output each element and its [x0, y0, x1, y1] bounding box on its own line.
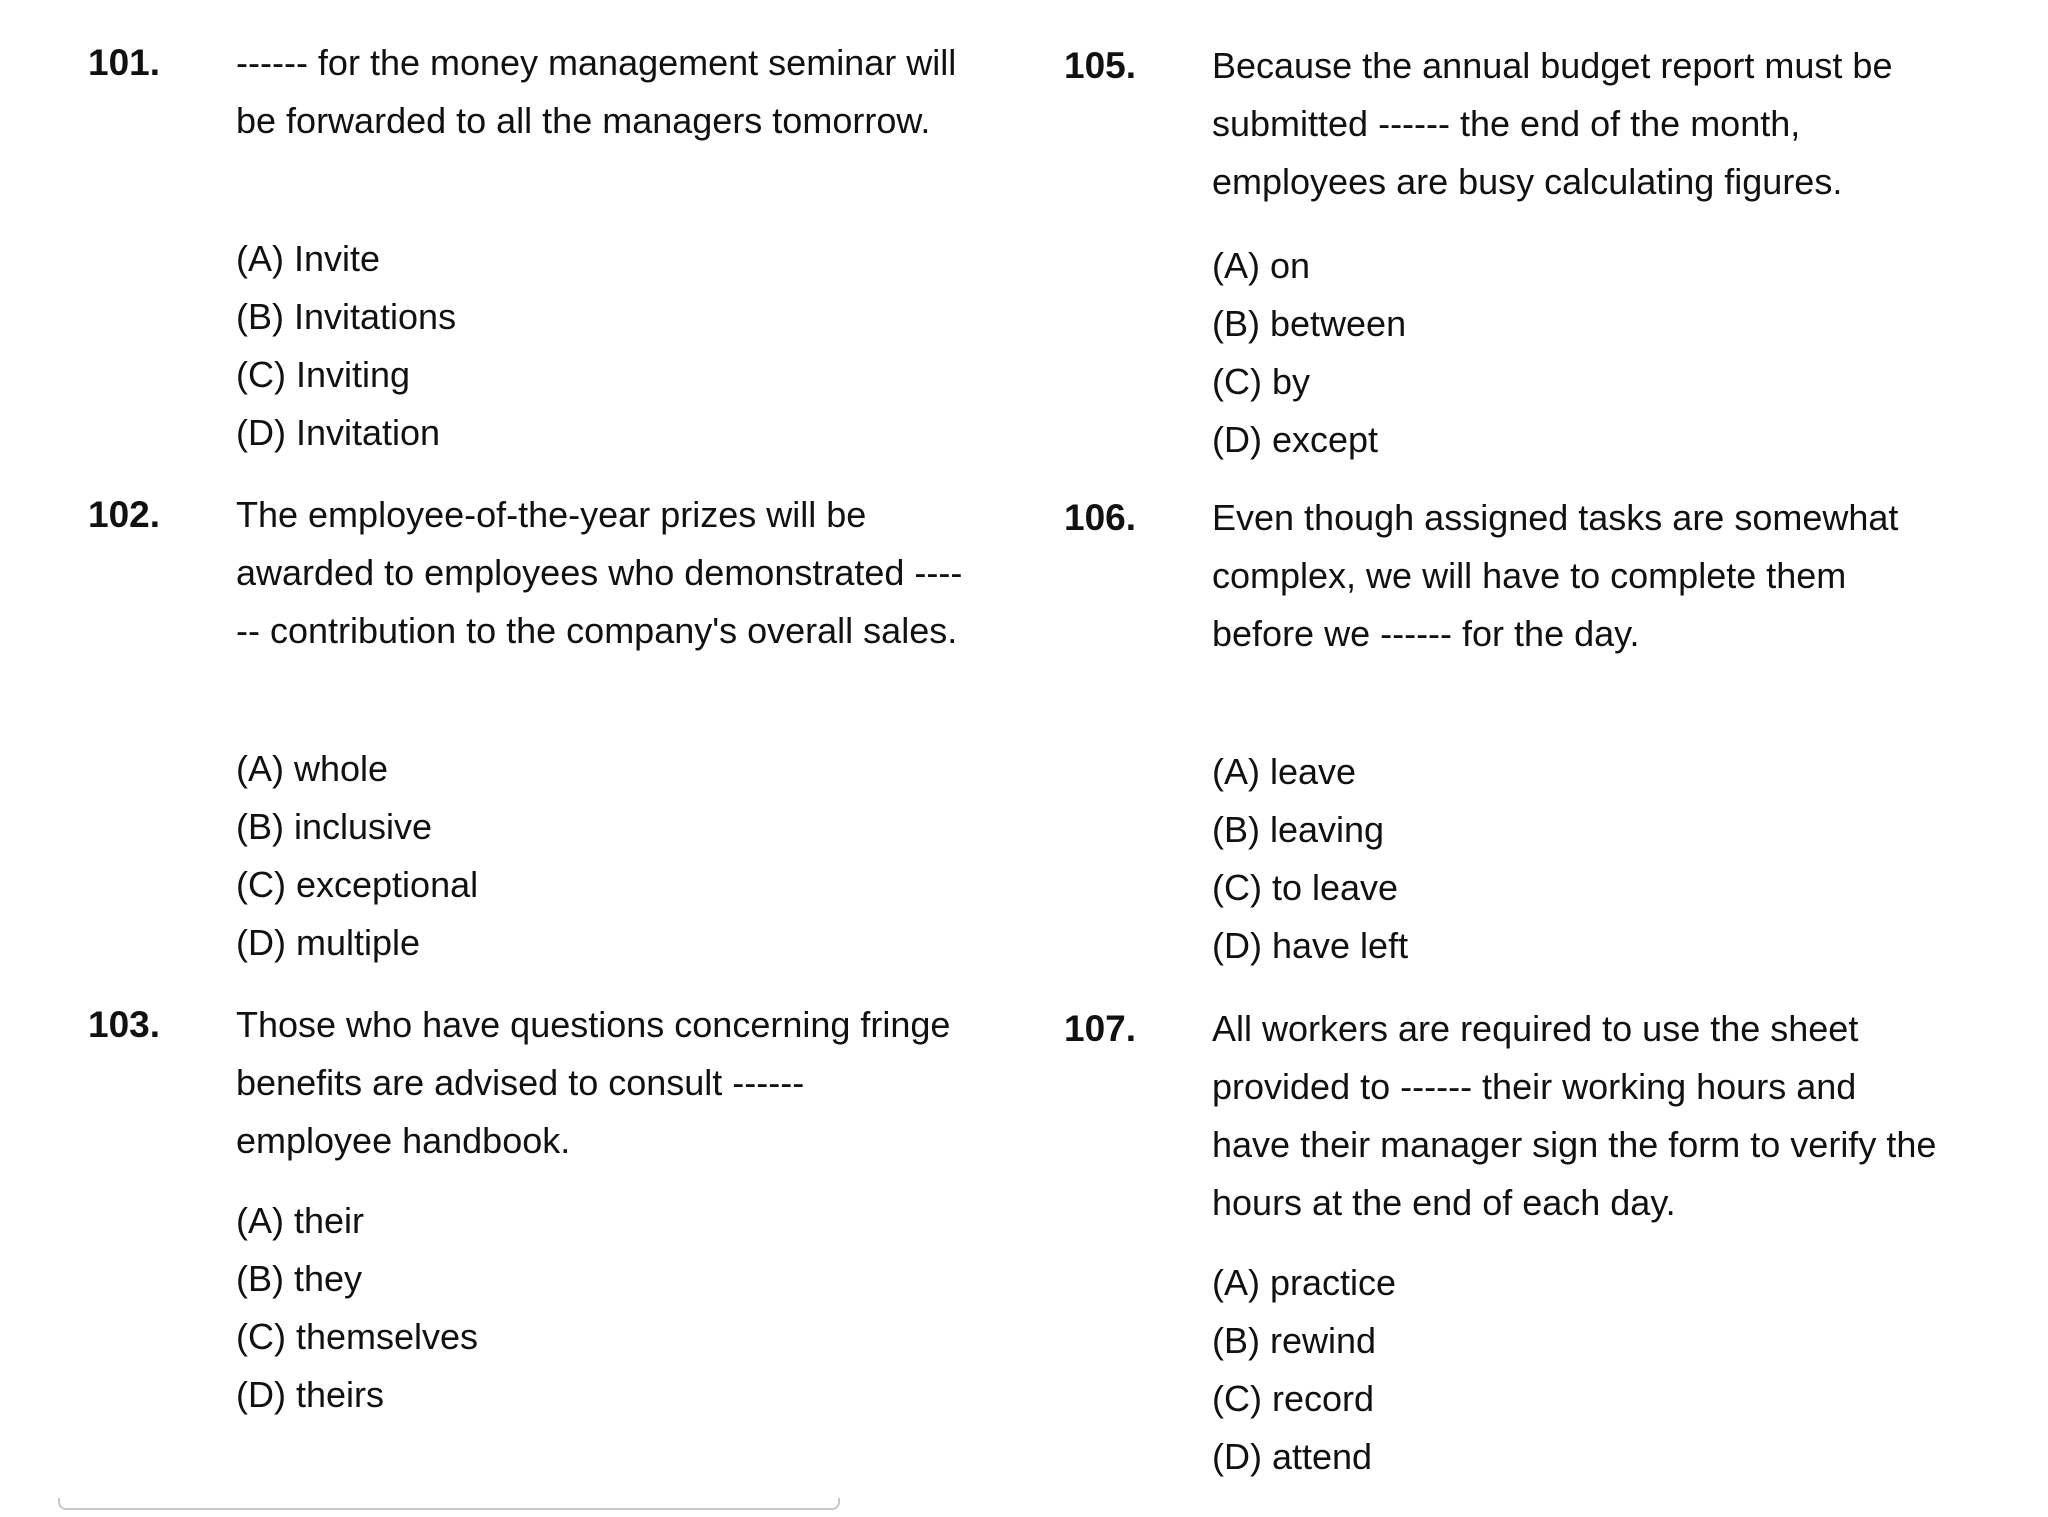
- question-stem: The employee-of-the-year prizes will be awarded to employees who demonstrated ------ contribution to the company's overall sales.: [236, 494, 963, 651]
- question-stem: ------ for the money management seminar will be forwarded to all the managers tomorrow.: [236, 42, 957, 141]
- option-d[interactable]: (D) theirs: [236, 1374, 385, 1415]
- option-a[interactable]: (A) Invite: [236, 238, 381, 279]
- question-stem: Because the annual budget report must be submitted ------ the end of the month, employees are busy calculating figures.: [1212, 45, 1893, 202]
- option-a[interactable]: (A) on: [1212, 245, 1311, 286]
- option-b[interactable]: (B) they: [236, 1258, 363, 1299]
- option-c[interactable]: (C) to leave: [1212, 867, 1399, 908]
- question-number: 106.: [1064, 497, 1137, 538]
- option-d[interactable]: (D) have left: [1212, 925, 1409, 966]
- option-c[interactable]: (C) themselves: [236, 1316, 479, 1357]
- answer-options: [1212, 1254, 1396, 1486]
- question-number: 102.: [88, 494, 161, 535]
- option-b[interactable]: (B) inclusive: [236, 806, 433, 847]
- option-c[interactable]: (C) exceptional: [236, 864, 479, 905]
- option-d[interactable]: (D) except: [1212, 419, 1379, 460]
- option-a[interactable]: (A) their: [236, 1200, 365, 1241]
- question-number: 105.: [1064, 45, 1137, 86]
- option-d[interactable]: (D) attend: [1212, 1436, 1373, 1477]
- option-c[interactable]: (C) by: [1212, 361, 1310, 402]
- answer-options: [1212, 237, 1406, 469]
- question-stem: Those who have questions concerning fringe benefits are advised to consult ------ employee handbook.: [236, 1004, 951, 1161]
- option-a[interactable]: (A) practice: [1212, 1262, 1397, 1303]
- option-a[interactable]: (A) leave: [1212, 751, 1357, 792]
- answer-options: [1212, 743, 1408, 975]
- option-c[interactable]: (C) record: [1212, 1378, 1375, 1419]
- option-d[interactable]: (D) Invitation: [236, 412, 441, 453]
- question-number: 107.: [1064, 1008, 1137, 1049]
- answer-options: [236, 1192, 478, 1424]
- option-b[interactable]: (B) Invitations: [236, 296, 457, 337]
- question-number: 103.: [88, 1004, 161, 1045]
- option-b[interactable]: (B) between: [1212, 303, 1407, 344]
- option-d[interactable]: (D) multiple: [236, 922, 421, 963]
- option-c[interactable]: (C) Inviting: [236, 354, 411, 395]
- answer-options: [236, 740, 478, 972]
- option-b[interactable]: (B) rewind: [1212, 1320, 1377, 1361]
- answer-options: [236, 230, 456, 462]
- page-bottom-divider: [58, 1498, 840, 1510]
- question-stem: Even though assigned tasks are somewhat complex, we will have to complete them before we ------ for the day.: [1212, 497, 1899, 654]
- option-b[interactable]: (B) leaving: [1212, 809, 1385, 850]
- option-a[interactable]: (A) whole: [236, 748, 389, 789]
- question-number: 101.: [88, 42, 161, 83]
- question-stem: All workers are required to use the sheet provided to ------ their working hours and have their manager sign the form to verify the hours at the end of each day.: [1212, 1008, 1937, 1223]
